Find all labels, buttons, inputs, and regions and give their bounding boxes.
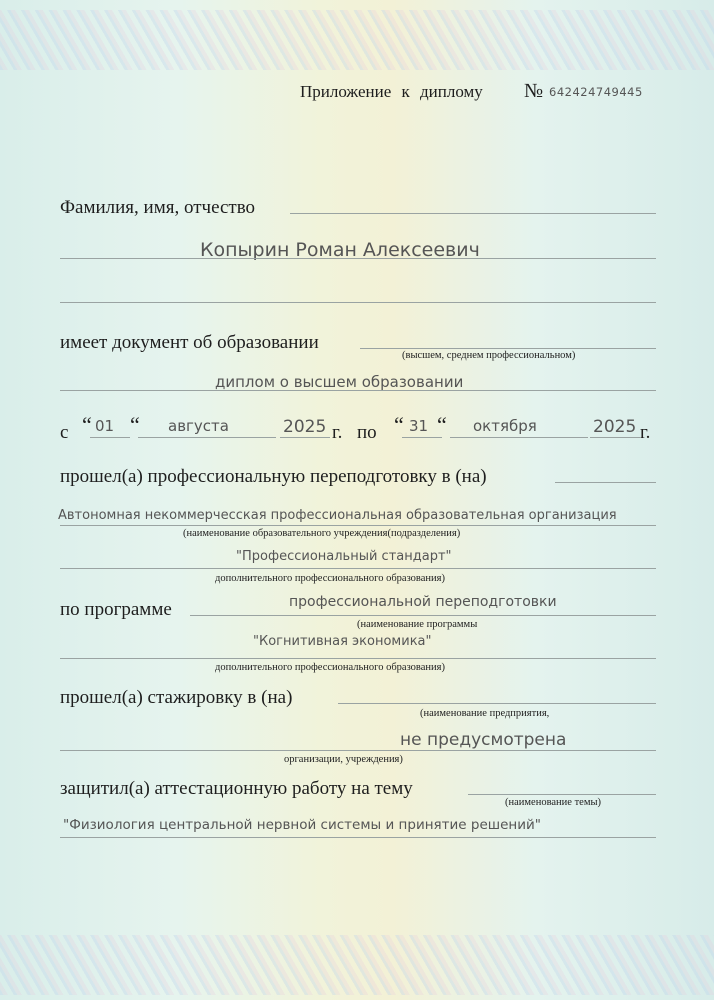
retraining-line-3 [60,568,656,569]
period-from-prefix: с [60,422,69,443]
period-to-year-line [590,437,640,438]
period-quote-3: “ [394,412,404,437]
retraining-line-1 [555,482,656,483]
period-to-month: октября [473,417,537,435]
number-sign: № [524,80,544,102]
internship-line-1 [338,703,656,704]
internship-value: не предусмотрена [400,730,567,750]
period-from-day: 01 [95,417,115,435]
education-line-1 [360,348,656,349]
program-hint-1: (наименование программы [357,619,478,630]
period-from-year-line [280,437,330,438]
retraining-label: прошел(а) профессиональную переподготовку в (на) [60,466,487,487]
name-label: Фамилия, имя, отчество [60,197,256,218]
program-line-1: профессиональной переподготовки [289,594,557,610]
period-from-day-line [90,437,130,438]
period-from-month-line [138,437,276,438]
period-to-year: 2025 [593,417,637,437]
name-line-1 [290,213,656,214]
program-underline-1 [190,615,656,616]
program-line-2: "Когнитивная экономика" [253,634,432,649]
retraining-org-line-2: "Профессиональный стандарт" [236,549,452,564]
education-value: диплом о высшем образовании [215,373,464,391]
education-line-2 [60,390,656,391]
thesis-line-1 [468,794,656,795]
internship-label: прошел(а) стажировку в (на) [60,687,293,708]
period-to-month-line [450,437,588,438]
diploma-number: 642424749445 [549,85,643,99]
period-to-day-line [402,437,442,438]
thesis-hint: (наименование темы) [505,797,602,808]
thesis-line-2 [60,837,656,838]
period-from-month: августа [168,417,229,435]
program-underline-2 [60,658,656,659]
period-quote-4: “ [437,412,447,437]
guilloche-top [0,10,714,70]
period-quote-2: “ [130,412,140,437]
period-year-suffix-1: г. [332,422,343,443]
retraining-org-hint-2: дополнительного профессионального образования) [215,573,445,584]
period-year-suffix-2: г. [640,422,651,443]
internship-hint-1: (наименование предприятия, [420,708,550,719]
period-to-prefix: по [357,422,377,443]
education-hint: (высшем, среднем профессиональном) [402,350,576,361]
name-line-2 [60,258,656,259]
name-value: Копырин Роман Алексеевич [200,239,480,261]
retraining-org-hint-1: (наименование образовательного учреждения(подразделения) [183,528,461,539]
thesis-label: защитил(а) аттестационную работу на тему [60,778,413,799]
name-line-3 [60,302,656,303]
internship-line-2 [60,750,656,751]
retraining-org-line-1: Автономная некоммерчеcская профессиональная образовательная организация [58,508,617,523]
guilloche-bottom [0,935,714,995]
program-label: по программе [60,599,172,620]
program-hint-2: дополнительного профессионального образования) [215,662,445,673]
education-label: имеет документ об образовании [60,332,319,353]
retraining-line-2 [60,525,656,526]
header-title: Приложение к диплому [300,82,483,101]
period-to-day: 31 [409,417,429,435]
thesis-value: "Физиология центральной нервной системы и принятие решений" [63,817,542,833]
period-from-year: 2025 [283,417,327,437]
internship-hint-2: организации, учреждения) [284,754,403,765]
period-quote-1: “ [82,412,92,437]
